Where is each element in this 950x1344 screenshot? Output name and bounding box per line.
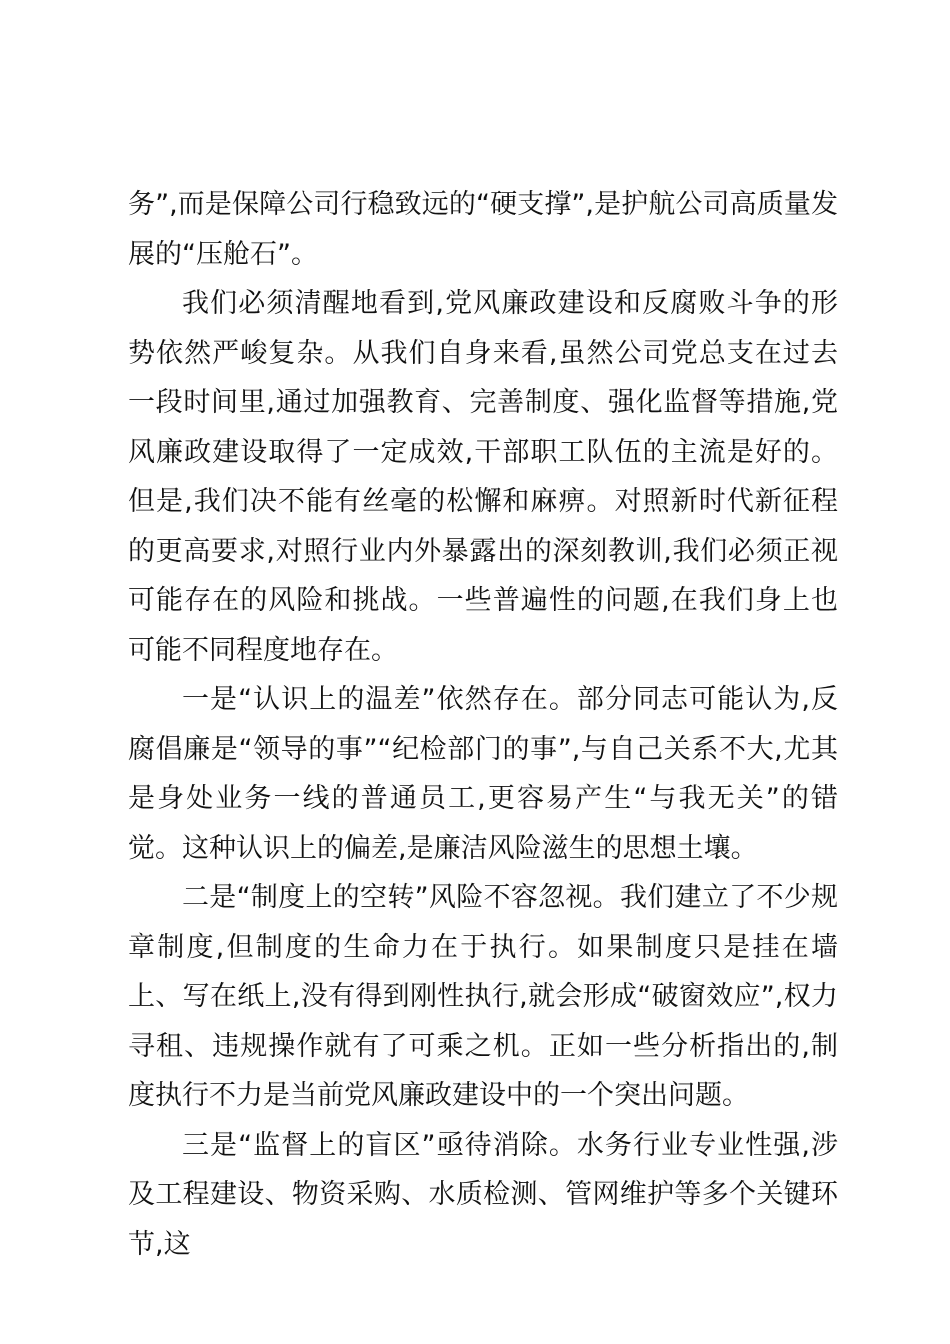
document-body [128,180,838,1269]
paragraph-point-one: 一是“认识上的温差”依然存在。部分同志可能认为,反腐倡廉是“领导的事”“纪检部门的事”,与自己关系不大,尤其是身处业务一线的普通员工,更容易产生“与我无关”的错觉。这种认识上的偏差,是廉洁风险滋生的思想土壤。 [128,684,838,864]
paragraph-situation: 我们必须清醒地看到,党风廉政建设和反腐败斗争的形势依然严峻复杂。从我们自身来看,虽然公司党总支在过去一段时间里,通过加强教育、完善制度、强化监督等措施,党风廉政建设取得了一定成效,干部职工队伍的主流是好的。但是,我们决不能有丝毫的松懈和麻痹。对照新时代新征程的更高要求,对照行业内外暴露出的深刻教训,我们必须正视可能存在的风险和挑战。一些普遍性的问题,在我们身上也可能不同程度地存在。 [128,288,838,666]
paragraph-continuation: 务”,而是保障公司行稳致远的“硬支撑”,是护航公司高质量发展的“压舱石”。 [128,189,838,270]
paragraph-point-three: 三是“监督上的盲区”亟待消除。水务行业专业性强,涉及工程建设、物资采购、水质检测、管网维护等多个关键环节,这 [128,1129,838,1260]
paragraph-point-two: 二是“制度上的空转”风险不容忽视。我们建立了不少规章制度,但制度的生命力在于执行。如果制度只是挂在墙上、写在纸上,没有得到刚性执行,就会形成“破窗效应”,权力寻租、违规操作就有了可乘之机。正如一些分析指出的,制度执行不力是当前党风廉政建设中的一个突出问题。 [128,882,838,1111]
